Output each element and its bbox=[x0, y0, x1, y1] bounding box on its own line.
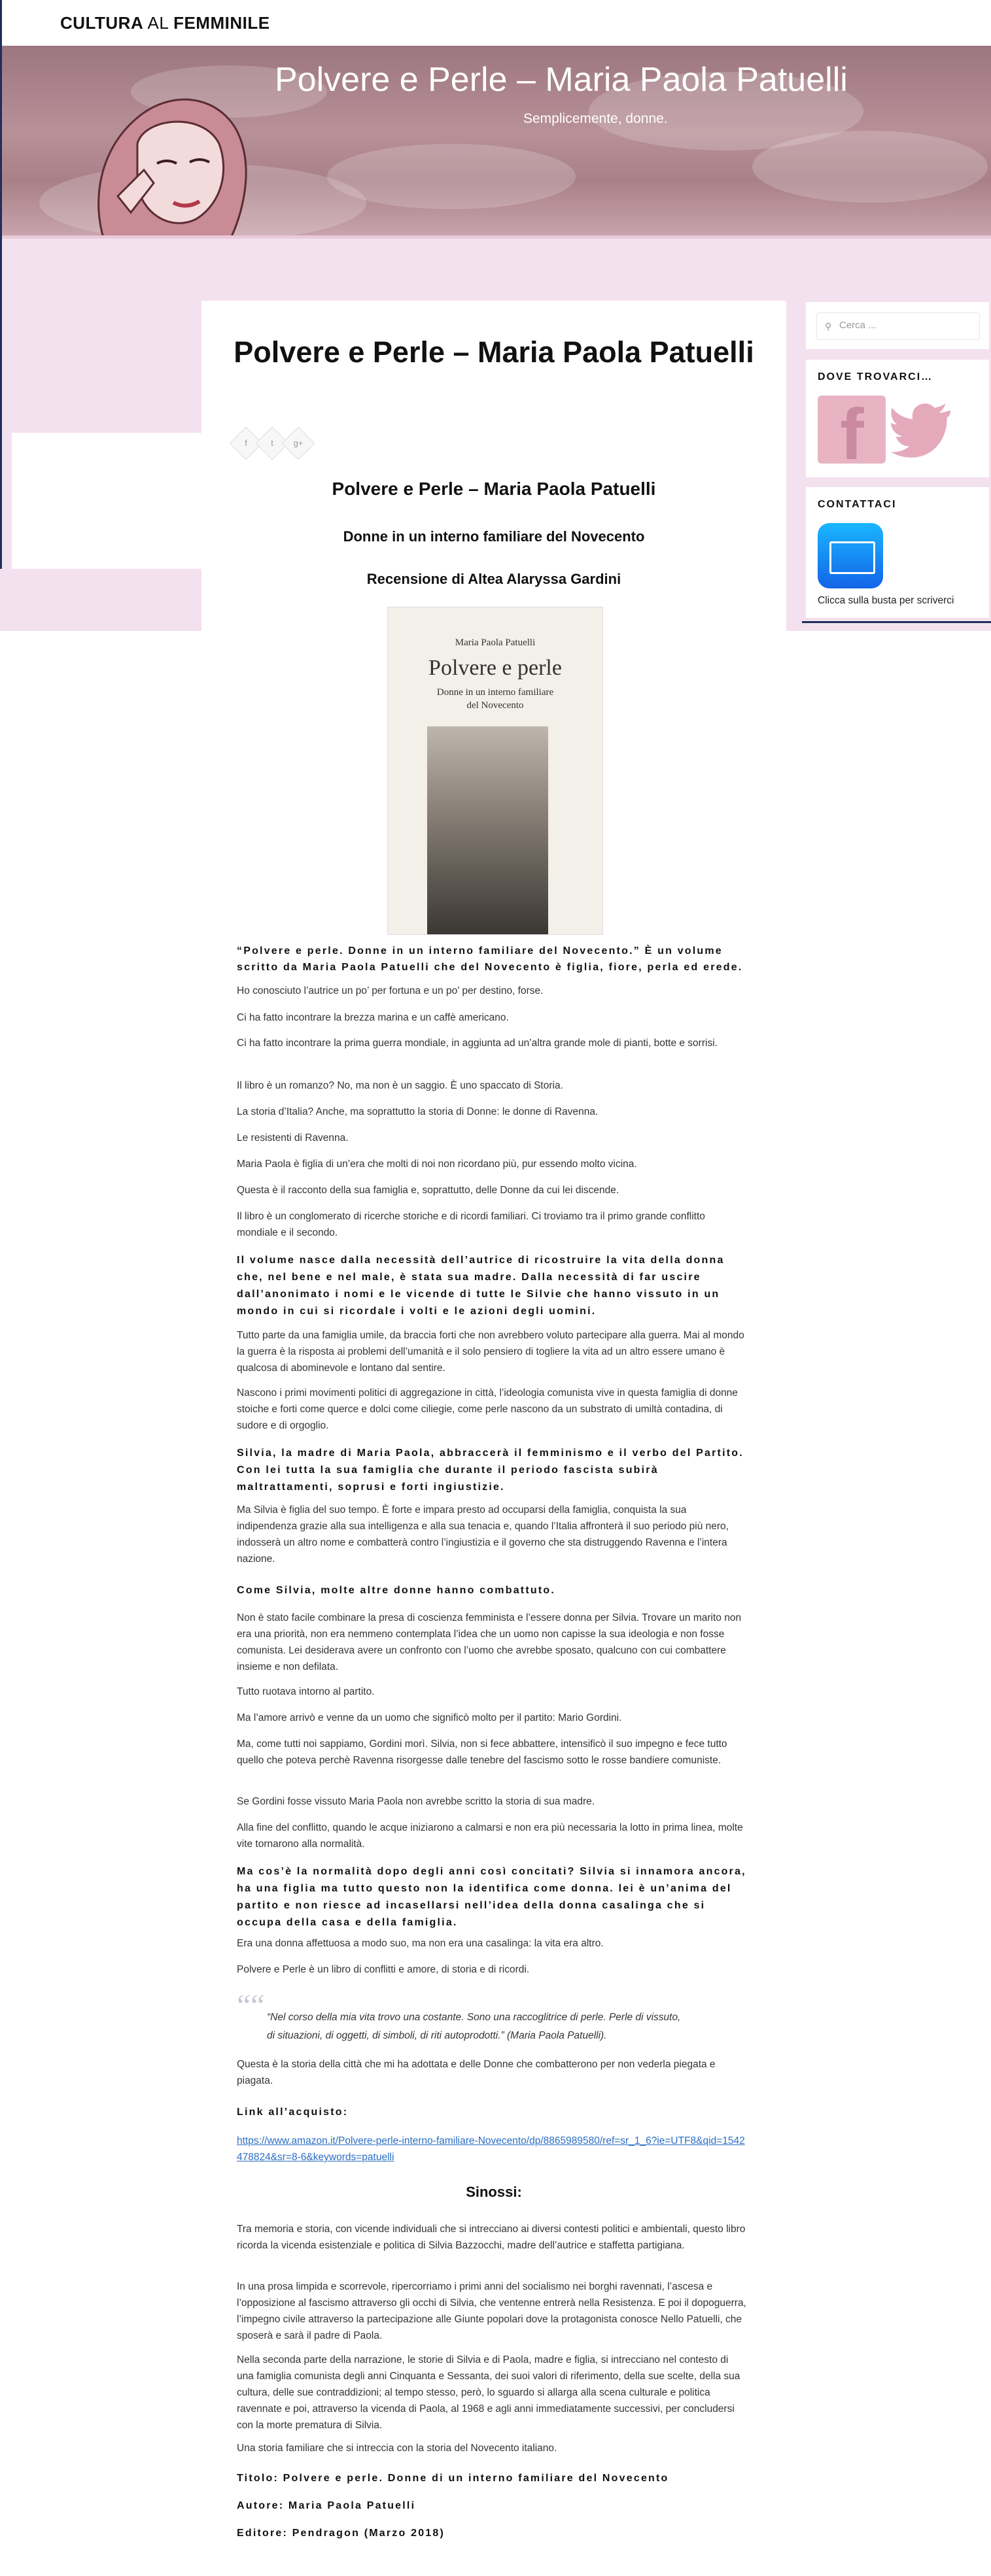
intro-paragraph: “Polvere e perle. Donne in un interno familiare del Novecento.” È un volume scritto da Maria Paola Patuelli che del Novecento è figlia, fiore, perla ed erede. bbox=[237, 945, 743, 973]
sinossi-heading: Sinossi: bbox=[466, 2184, 522, 2200]
paragraph: Tutto ruotava intorno al partito. bbox=[237, 1686, 375, 1697]
content-subheading: Donne in un interno familiare del Novecento bbox=[343, 528, 645, 545]
cover-title: Polvere e perle bbox=[428, 656, 562, 680]
paragraph: Questa è la storia della città che mi ha adottata e delle Donne che combatterono per non vederla piegata e piagata. bbox=[237, 2059, 716, 2086]
paragraph: Alla fine del conflitto, quando le acque iniziarono a calmarsi e non era più necessaria la lotto in prima linea, molte vite tornarono alla normalità. bbox=[237, 1822, 743, 1850]
bold-paragraph: Silvia, la madre di Maria Paola, abbraccerà il femminismo e il verbo del Partito. Con lei tutta la sua famiglia che durante il periodo fascista subirà maltrattamenti, soprusi e forti ingiustizie. bbox=[237, 1448, 744, 1493]
twitter-icon[interactable] bbox=[891, 400, 953, 459]
share-facebook-icon: f bbox=[245, 438, 247, 448]
cover-subtitle-2: del Novecento bbox=[466, 700, 524, 711]
site-brand-link[interactable] bbox=[60, 13, 270, 33]
cover-photo bbox=[427, 726, 548, 934]
review-byline: Recensione di Altea Alaryssa Gardini bbox=[366, 571, 621, 587]
quote-line-1: “Nel corso della mia vita trovo una costante. Sono una raccoglitrice di perle. Perle di vissuto, bbox=[267, 2012, 681, 2023]
paragraph: Non è stato facile combinare la presa di coscienza femminista e l’essere donna per Silvia. Trovare un marito non era una priorità, non era nemmeno contemplata l’idea che un uomo non capisse la sua ideologia e non fosse comunista. Lei desiderava avere un confronto con l’uomo che avrebbe sposato, qualcuno con cui combattere insieme e non defilata. bbox=[237, 1612, 742, 1672]
quote-icon: ““ bbox=[237, 1988, 265, 2023]
contattaci-caption: Clicca sulla busta per scriverci bbox=[818, 595, 954, 606]
sinossi-paragraph: Tra memoria e storia, con vicende individuali che si intrecciano ai diversi contesti politici e ambientali, questo libro ricorda la vicenda esistenziale e politica di Silvia Bazzocchi, madre dell’autrice e staffetta partigiana. bbox=[237, 2224, 746, 2251]
brand-part-2: AL bbox=[143, 13, 174, 33]
bold-paragraph: Il volume nasce dalla necessità dell’autrice di ricostruire la vita della donna che, nel bene e nel male, è stata sua madre. Dalla necessità di far uscire dall’anonimato i nomi e le vicende di tutte le Silvie che hanno vissuto in un mondo in cui si ricordale i volti e le azioni degli uomini. bbox=[237, 1255, 725, 1317]
bold-paragraph: Come Silvia, molte altre donne hanno combattuto. bbox=[237, 1585, 555, 1596]
left-white-panel bbox=[12, 433, 201, 569]
paragraph: Ma Silvia è figlia del suo tempo. È forte e impara presto ad occuparsi della famiglia, conquista la sua indipendenza grazie alla sua intelligenza e alla sua tenacia e, quando l’Italia affronterà il suo periodo più nero, indosserà un altro nome e combatterà contro l’ingiustizia e il governo che sta distruggendo Ravenna e l’intera nazione. bbox=[237, 1504, 729, 1565]
contattaci-title: CONTATTACI bbox=[818, 499, 897, 510]
book-author-meta: Autore: Maria Paola Patuelli bbox=[237, 2500, 416, 2511]
search-input[interactable] bbox=[816, 313, 980, 340]
mail-icon[interactable] bbox=[818, 523, 883, 588]
share-google-icon: g+ bbox=[293, 438, 304, 448]
sinossi-paragraph: In una prosa limpida e scorrevole, ripercorriamo i primi anni del socialismo nei borghi ravennati, l’ascesa e l’opposizione al fascismo attraverso gli occhi di Silvia, che ventenne entrerà nella Resistenza. E poi il dopoguerra, l’impegno civile attraverso la partecipazione alle Giunte popolari dove la protagonista conosce Nello Patuelli, che sposerà e sarà il padre di Paola. bbox=[237, 2281, 746, 2341]
paragraph: Questa è il racconto della sua famiglia e, soprattutto, delle Donne da cui lei discende. bbox=[237, 1185, 619, 1196]
hero-subtitle: Semplicemente, donne. bbox=[523, 111, 668, 126]
sinossi-paragraph: Nella seconda parte della narrazione, le storie di Silvia e di Paola, madre e figlia, si intrecciano nel contesto di una famiglia comunista degli anni Cinquanta e Sessanta, dei suoi valori di riferimento, della sue scelte, della sua cultura, delle sue contraddizioni; al tempo stesso, però, lo sguardo si allarga alla scena culturale e politica ravennate e poi, attraverso la vicenda di Paola, al 1968 e agli anni immediatamente successivi, per concludersi con la morte prematura di Silvia. bbox=[237, 2354, 740, 2431]
paragraph: Era una donna affettuosa a modo suo, ma non era una casalinga: la vita era altro. bbox=[237, 1938, 604, 1949]
hero-banner bbox=[0, 46, 991, 239]
search-icon: ⚲ bbox=[825, 321, 832, 331]
paragraph: Ci ha fatto incontrare la prima guerra mondiale, in aggiunta ad un’altra grande mole di pianti, botte e sorrisi. bbox=[237, 1038, 718, 1049]
hero-title: Polvere e Perle – Maria Paola Patuelli bbox=[275, 61, 848, 99]
dove-trovarci-title: DOVE TROVARCI… bbox=[818, 371, 933, 382]
paragraph: Le resistenti di Ravenna. bbox=[237, 1132, 349, 1144]
paragraph: Ma l’amore arrivò e venne da un uomo che significò molto per il partito: Mario Gordini. bbox=[237, 1712, 622, 1723]
article-title: Polvere e Perle – Maria Paola Patuelli bbox=[234, 335, 754, 369]
search-placeholder: Cerca ... bbox=[839, 320, 877, 331]
brand-part-1: CULTURA bbox=[60, 13, 144, 33]
paragraph: Maria Paola è figlia di un’era che molti di noi non ricordano più, pur essendo molto vicina. bbox=[237, 1159, 637, 1170]
paragraph: Il libro è un conglomerato di ricerche storiche e di ricordi familiari. Ci troviamo tra il primo grande conflitto mondiale e il secondo. bbox=[237, 1211, 705, 1238]
cover-author: Maria Paola Patuelli bbox=[455, 637, 536, 648]
share-google-button[interactable] bbox=[282, 427, 315, 460]
cover-subtitle-1: Donne in un interno familiare bbox=[436, 687, 554, 698]
sinossi-paragraph: Una storia familiare che si intreccia con la storia del Novecento italiano. bbox=[237, 2443, 557, 2454]
sidebar-bottom-border bbox=[802, 621, 991, 623]
top-bar bbox=[0, 0, 991, 46]
link-label: Link all’acquisto: bbox=[237, 2107, 349, 2118]
book-cover-image bbox=[387, 607, 603, 935]
paragraph: Ma, come tutti noi sappiamo, Gordini morì. Silvia, non si fece abbattere, intensificò il suo impegno e fece tutto quello che poteva perchè Ravenna risorgesse dalle tenebre del fascismo sotto le rosse bandiere comuniste. bbox=[237, 1738, 727, 1766]
book-title-meta: Titolo: Polvere e perle. Donne di un interno familiare del Novecento bbox=[237, 2473, 669, 2484]
facebook-icon[interactable]: f bbox=[818, 396, 886, 464]
purchase-link[interactable]: https://www.amazon.it/Polvere-perle-interno-familiare-Novecento/dp/8865989580/ref=sr_1_6?ie=UTF8&qid=1542478824&sr=8-6&keywords=patuelli bbox=[237, 2135, 745, 2163]
paragraph: Polvere e Perle è un libro di conflitti e amore, di storia e di ricordi. bbox=[237, 1964, 530, 1975]
paragraph: Tutto parte da una famiglia umile, da braccia forti che non avrebbero voluto partecipare alla guerra. Mai al mondo la guerra è la risposta ai problemi dell’umanità e il solo pensiero di togliere la vita ad un altro essere umano è qualcosa di abominevole e lontano dal sentire. bbox=[237, 1330, 744, 1374]
content-heading: Polvere e Perle – Maria Paola Patuelli bbox=[332, 479, 656, 499]
paragraph: Ho conosciuto l’autrice un po’ per fortuna e un po’ per destino, forse. bbox=[237, 985, 544, 996]
paragraph: La storia d’Italia? Anche, ma soprattutto la storia di Donne: le donne di Ravenna. bbox=[237, 1106, 599, 1117]
paragraph: Ci ha fatto incontrare la brezza marina e un caffè americano. bbox=[237, 1012, 509, 1023]
book-editor-meta: Editore: Pendragon (Marzo 2018) bbox=[237, 2528, 445, 2539]
left-frame-border bbox=[0, 0, 2, 569]
share-twitter-icon: t bbox=[271, 438, 273, 448]
bold-paragraph: Ma cos’è la normalità dopo degli anni così concitati? Silvia si innamora ancora, ha una figlia ma tutto questo non la identifica come donna. lei è un’anima del partito e non riesce ad incasellarsi nell’idea della donna casalinga che si occupa della casa e della famiglia. bbox=[237, 1866, 746, 1928]
paragraph: Il libro è un romanzo? No, ma non è un saggio. È uno spaccato di Storia. bbox=[237, 1080, 563, 1091]
brand-part-3: FEMMINILE bbox=[173, 13, 270, 33]
paragraph: Nascono i primi movimenti politici di aggregazione in città, l’ideologia comunista vive in questa famiglia di donne stoiche e forti come querce e dolci come ciliegie, come perle nascono da un substrato di umiltà contadina, di sudore e di orgoglio. bbox=[237, 1387, 738, 1431]
quote-line-2: di situazioni, di oggetti, di simboli, di riti autoprodotti.” (Maria Paola Patuelli). bbox=[267, 2030, 607, 2041]
paragraph: Se Gordini fosse vissuto Maria Paola non avrebbe scritto la storia di sua madre. bbox=[237, 1796, 595, 1807]
illustrated-woman-image bbox=[65, 72, 281, 239]
